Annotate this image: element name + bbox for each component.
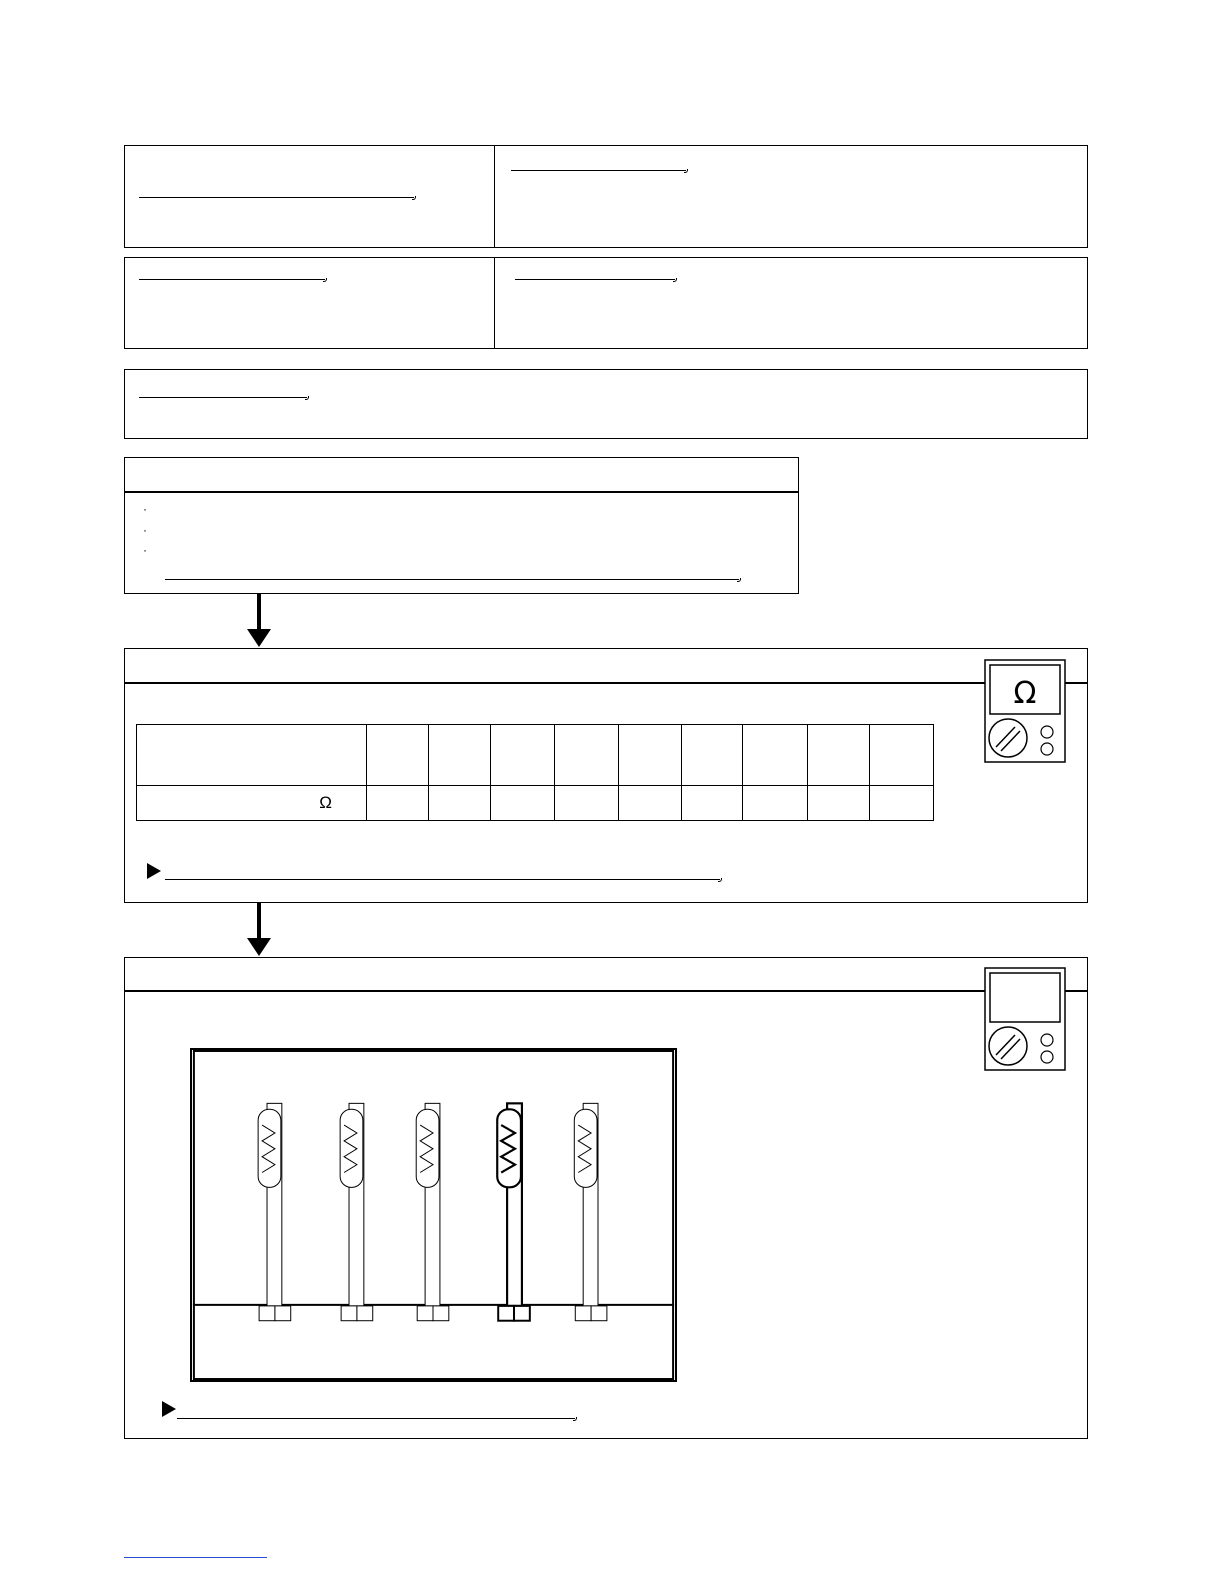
info-row-1 [124,145,1088,248]
step-1-underline [165,579,739,580]
table-cell [555,786,619,821]
resistance-table [136,724,934,821]
table-cell [137,725,367,786]
table-cell [491,725,555,786]
table-row [137,786,934,821]
table-cell [808,786,870,821]
ohmmeter-icon [984,659,1066,763]
flow-arrow-1-shaft [257,594,261,630]
step-1-bullet-2: · [143,523,147,537]
info-field-1-line [139,197,414,198]
table-cell [429,786,491,821]
flow-arrow-2-shaft [257,903,261,939]
step-1-header-divider [125,491,798,493]
table-cell [367,725,429,786]
step-2-box [124,648,1088,903]
info-field-5-line [139,397,307,398]
table-cell [682,725,743,786]
step-1-box [124,457,799,594]
info-row-2-divider [494,258,495,348]
resistance-unit-label: Ω [137,786,367,821]
footer-link[interactable] [124,1557,267,1558]
flow-arrow-2-icon [247,938,271,956]
ohmmeter-symbol: Ω [1013,676,1037,711]
table-cell [619,786,682,821]
table-cell [429,725,491,786]
table-row [137,725,934,786]
table-cell [367,786,429,821]
table-cell [682,786,743,821]
info-row-3 [124,369,1088,439]
table-cell [555,725,619,786]
step-2-header-divider [125,682,1087,684]
table-cell [870,786,934,821]
info-row-2 [124,257,1088,349]
table-cell [619,725,682,786]
table-cell [743,786,808,821]
info-row-1-divider [494,146,495,247]
step-1-bullet-3: · [143,543,147,557]
step-2-underline [165,879,720,880]
info-field-2-line [511,170,686,171]
step-2-pointer-icon [147,863,161,879]
info-field-3-line [139,279,325,280]
table-cell [870,725,934,786]
table-cell [491,786,555,821]
table-cell [808,725,870,786]
multimeter-icon [984,967,1066,1071]
step-3-pointer-icon [162,1401,176,1417]
table-cell [743,725,808,786]
step-3-header-divider [125,990,1087,992]
flow-arrow-1-icon [247,629,271,647]
glow-plug-illustration [190,1048,677,1382]
step-1-bullet-1: · [143,502,147,516]
info-field-4-line [515,279,675,280]
step-3-underline [177,1418,575,1419]
